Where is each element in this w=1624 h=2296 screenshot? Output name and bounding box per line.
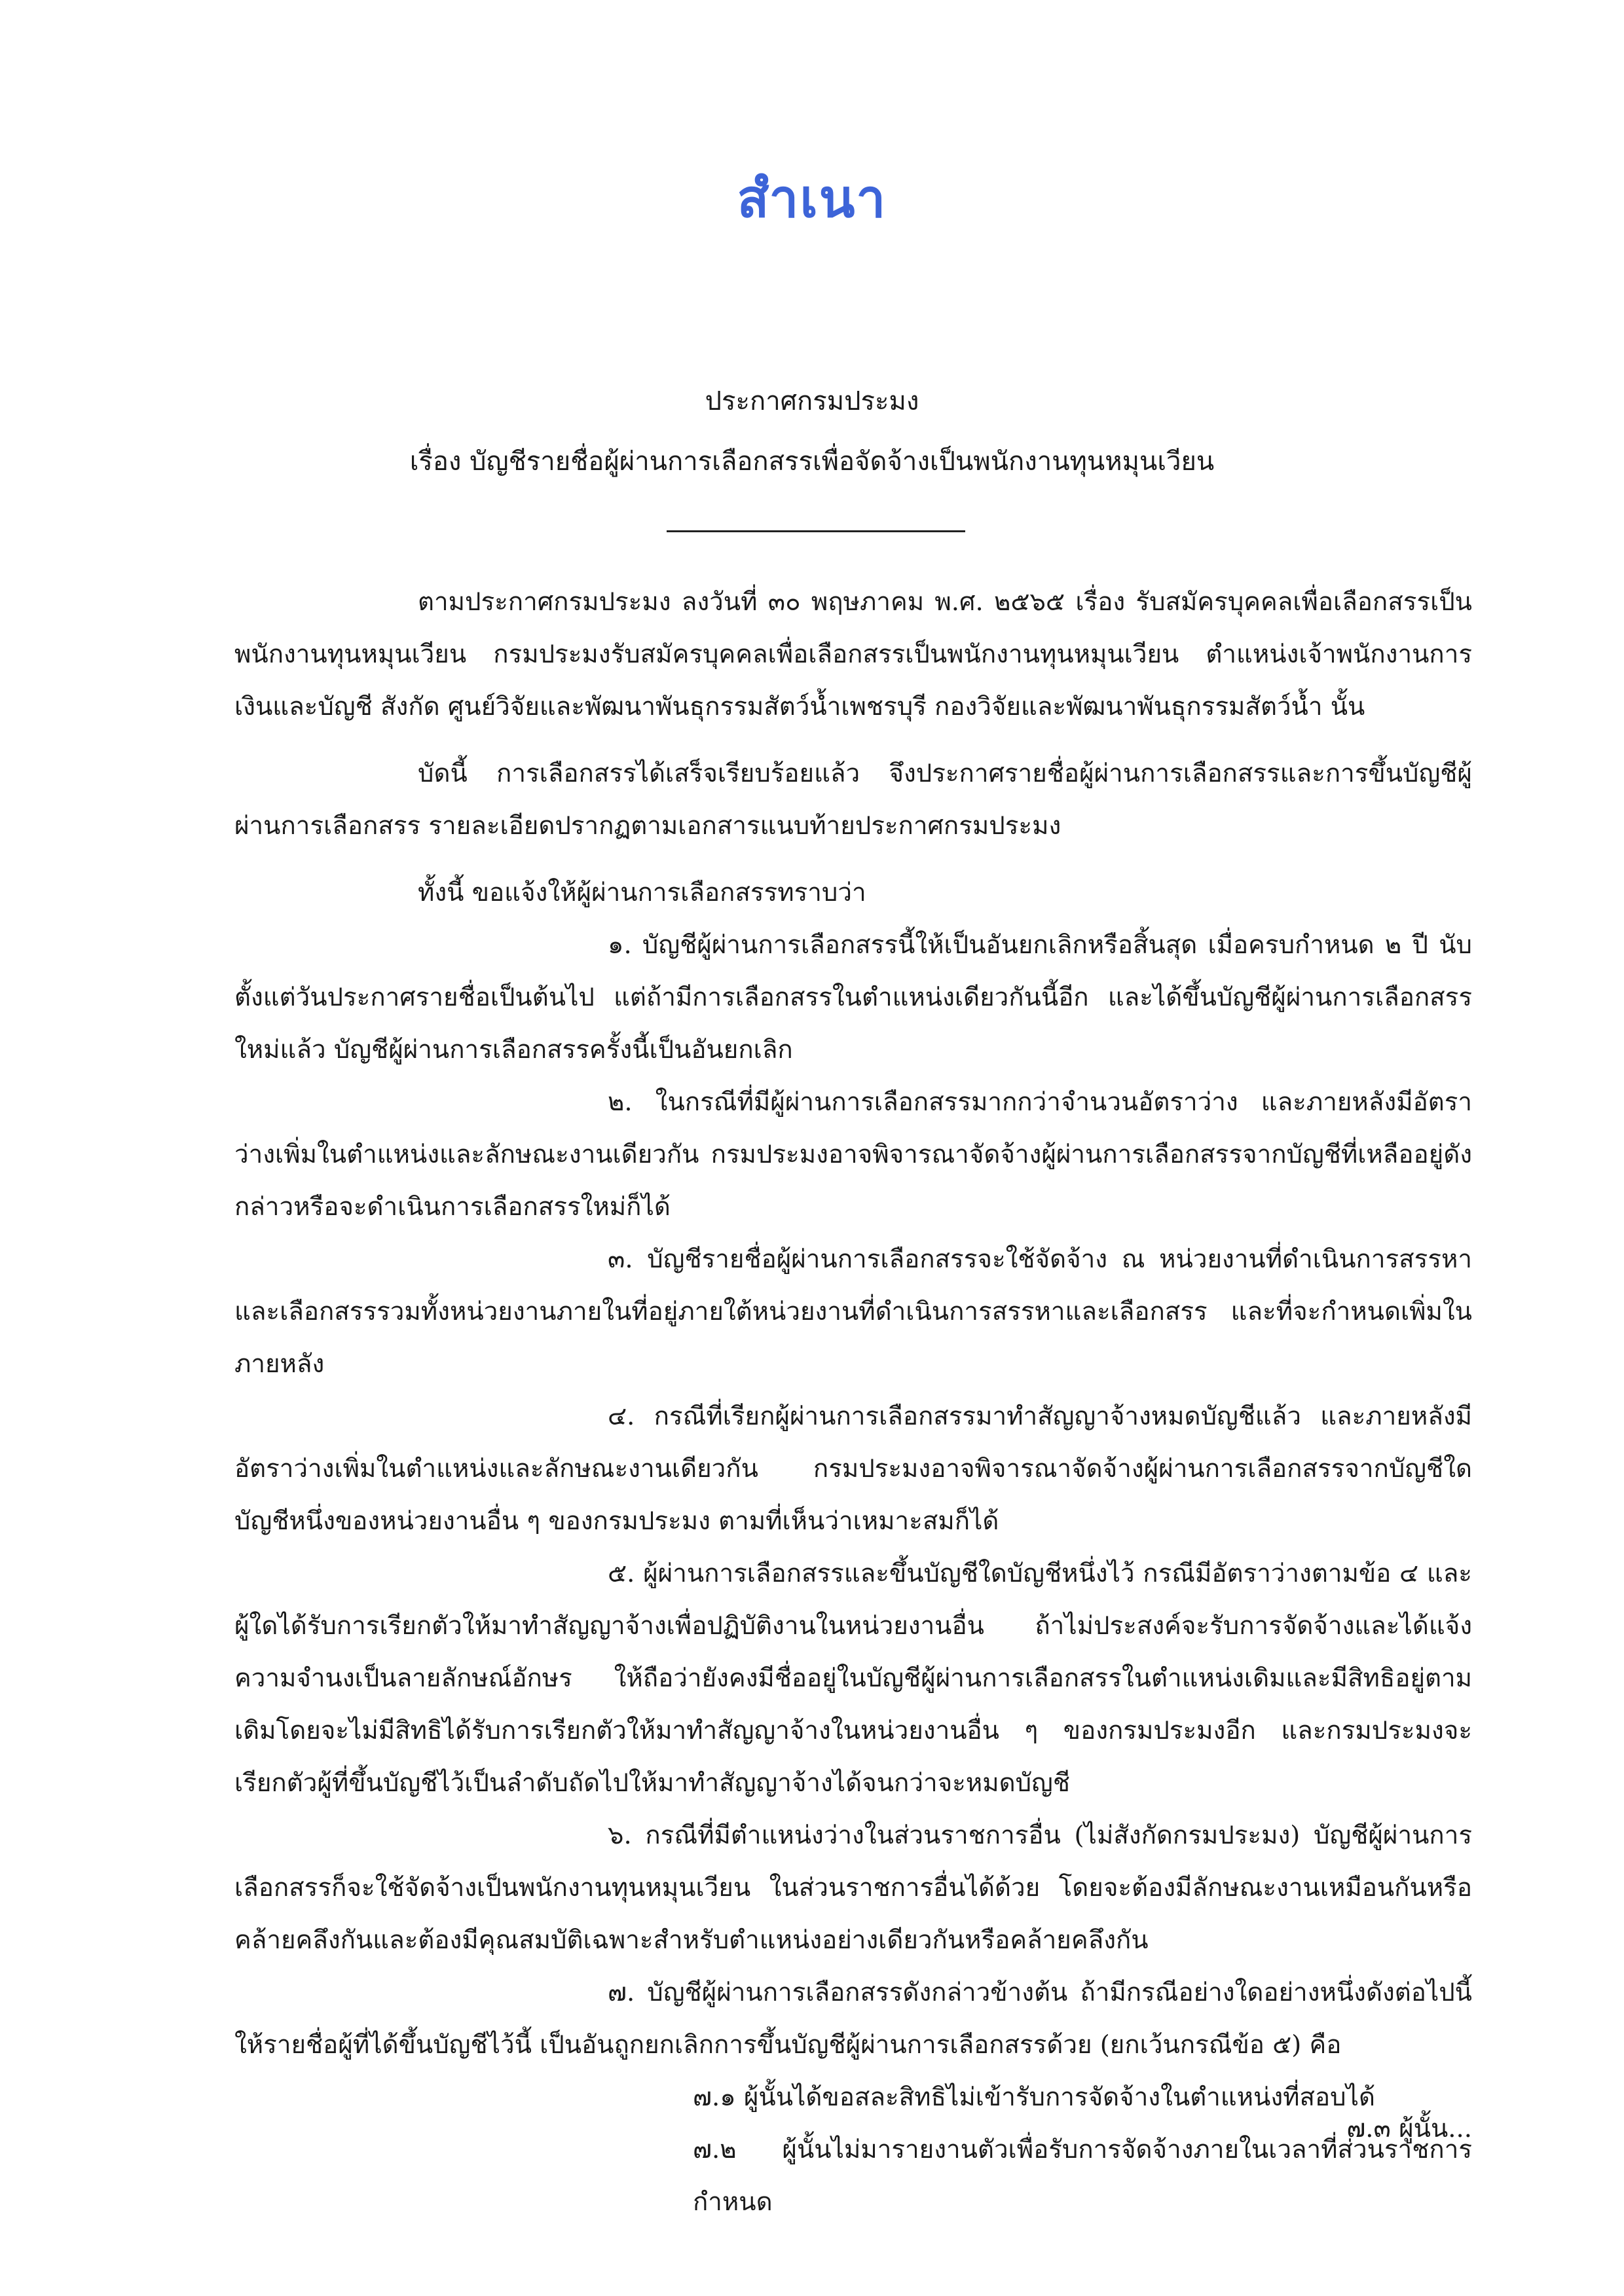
sub-item-7-1: ๗.๑ ผู้นั้นได้ขอสละสิทธิไม่เข้ารับการจัดจ้างในตำแหน่งที่สอบได้ <box>693 2083 1375 2112</box>
list-item-5: ๕. ผู้ผ่านการเลือกสรรและขึ้นบัญชีใดบัญชีหนึ่งไว้ กรณีมีอัตราว่างตามข้อ ๔ และผู้ใดได้รับการเรียกตัวให้มาทำสัญญาจ้างเพื่อปฏิบัติงานในหน่วยงานอื่น ถ้าไม่ประสงค์จะรับการจัดจ้างและได้แจ้งความจำนงเป็นลายลักษณ์อักษร ให้ถือว่ายังคงมีชื่ออยู่ในบัญชีผู้ผ่านการเลือกสรรในตำแหน่งเดิมและมีสิทธิอยู่ตามเดิมโดยจะไม่มีสิทธิได้รับการเรียกตัวให้มาทำสัญญาจ้างในหน่วยงานอื่น ๆ ของกรมประมงอีก และกรมประมงจะเรียกตัวผู้ที่ขึ้นบัญชีไว้เป็นลำดับถัดไปให้มาทำสัญญาจ้างได้จนกว่าจะหมดบัญชี <box>234 1559 1472 1798</box>
page-continuation: ๗.๓ ผู้นั้น... <box>1346 2114 1472 2143</box>
list-item-4: ๔. กรณีที่เรียกผู้ผ่านการเลือกสรรมาทำสัญญาจ้างหมดบัญชีแล้ว และภายหลังมีอัตราว่างเพิ่มในตำแหน่งและลักษณะงานเดียวกัน กรมประมงอาจพิจารณาจัดจ้างผู้ผ่านการเลือกสรรจากบัญชีใดบัญชีหนึ่งของหน่วยงานอื่น ๆ ของกรมประมง ตามที่เห็นว่าเหมาะสมก็ได้ <box>234 1402 1472 1536</box>
list-item-1: ๑. บัญชีผู้ผ่านการเลือกสรรนี้ให้เป็นอันยกเลิกหรือสิ้นสุด เมื่อครบกำหนด ๒ ปี นับตั้งแต่วันประกาศรายชื่อเป็นต้นไป แต่ถ้ามีการเลือกสรรในตำแหน่งเดียวกันนี้อีก และได้ขึ้นบัญชีผู้ผ่านการเลือกสรรใหม่แล้ว บัญชีผู้ผ่านการเลือกสรรครั้งนี้เป็นอันยกเลิก <box>234 930 1472 1065</box>
copy-stamp: สำเนา <box>737 168 887 229</box>
list-item-2: ๒. ในกรณีที่มีผู้ผ่านการเลือกสรรมากกว่าจำนวนอัตราว่าง และภายหลังมีอัตราว่างเพิ่มในตำแหน่งและลักษณะงานเดียวกัน กรมประมงอาจพิจารณาจัดจ้างผู้ผ่านการเลือกสรรจากบัญชีที่เหลืออยู่ดังกล่าวหรือจะดำเนินการเลือกสรรใหม่ก็ได้ <box>234 1087 1472 1222</box>
list-item-3: ๓. บัญชีรายชื่อผู้ผ่านการเลือกสรรจะใช้จัดจ้าง ณ หน่วยงานที่ดำเนินการสรรหาและเลือกสรรรวมทั้งหน่วยงานภายในที่อยู่ภายใต้หน่วยงานที่ดำเนินการสรรหาและเลือกสรร และที่จะกำหนดเพิ่มในภายหลัง <box>234 1245 1472 1379</box>
intro-paragraph: ตามประกาศกรมประมง ลงวันที่ ๓๐ พฤษภาคม พ.ศ. ๒๕๖๕ เรื่อง รับสมัครบุคคลเพื่อเลือกสรรเป็นพนักงานทุนหมุนเวียน กรมประมงรับสมัครบุคคลเพื่อเลือกสรรเป็นพนักงานทุนหมุนเวียน ตำแหน่งเจ้าพนักงานการเงินและบัญชี สังกัด ศูนย์วิจัยและพัฒนาพันธุกรรมสัตว์น้ำเพชรบุรี กองวิจัยและพัฒนาพันธุกรรมสัตว์น้ำ นั้น <box>234 587 1472 721</box>
announce-paragraph: บัดนี้ การเลือกสรรได้เสร็จเรียบร้อยแล้ว จึงประกาศรายชื่อผู้ผ่านการเลือกสรรและการขึ้นบัญชีผู้ผ่านการเลือกสรร รายละเอียดปรากฏตามเอกสารแนบท้ายประกาศกรมประมง <box>234 759 1472 841</box>
notice-paragraph: ทั้งนี้ ขอแจ้งให้ผู้ผ่านการเลือกสรรทราบว่า <box>418 878 866 907</box>
list-item-6: ๖. กรณีที่มีตำแหน่งว่างในส่วนราชการอื่น (ไม่สังกัดกรมประมง) บัญชีผู้ผ่านการเลือกสรรก็จะใช้จัดจ้างเป็นพนักงานทุนหมุนเวียน ในส่วนราชการอื่นได้ด้วย โดยจะต้องมีลักษณะงานเหมือนกันหรือคล้ายคลึงกันและต้องมีคุณสมบัติเฉพาะสำหรับตำแหน่งอย่างเดียวกันหรือคล้ายคลึงกัน <box>234 1821 1472 1955</box>
sub-item-7-2: ๗.๒ ผู้นั้นไม่มารายงานตัวเพื่อรับการจัดจ้างภายในเวลาที่ส่วนราชการกำหนด <box>693 2135 1472 2217</box>
announcement-body <box>234 576 1472 2229</box>
list-item-7: ๗. บัญชีผู้ผ่านการเลือกสรรดังกล่าวข้างต้น ถ้ามีกรณีอย่างใดอย่างหนึ่งดังต่อไปนี้ ให้รายชื่อผู้ที่ได้ขึ้นบัญชีไว้นี้ เป็นอันถูกยกเลิกการขึ้นบัญชีผู้ผ่านการเลือกสรรด้วย (ยกเว้นกรณีข้อ ๕) คือ <box>234 1978 1472 2060</box>
announcement-title: ประกาศกรมประมง <box>705 386 919 416</box>
announcement-subject: เรื่อง บัญชีรายชื่อผู้ผ่านการเลือกสรรเพื่อจัดจ้างเป็นพนักงานทุนหมุนเวียน <box>409 446 1215 477</box>
title-divider <box>667 530 965 532</box>
